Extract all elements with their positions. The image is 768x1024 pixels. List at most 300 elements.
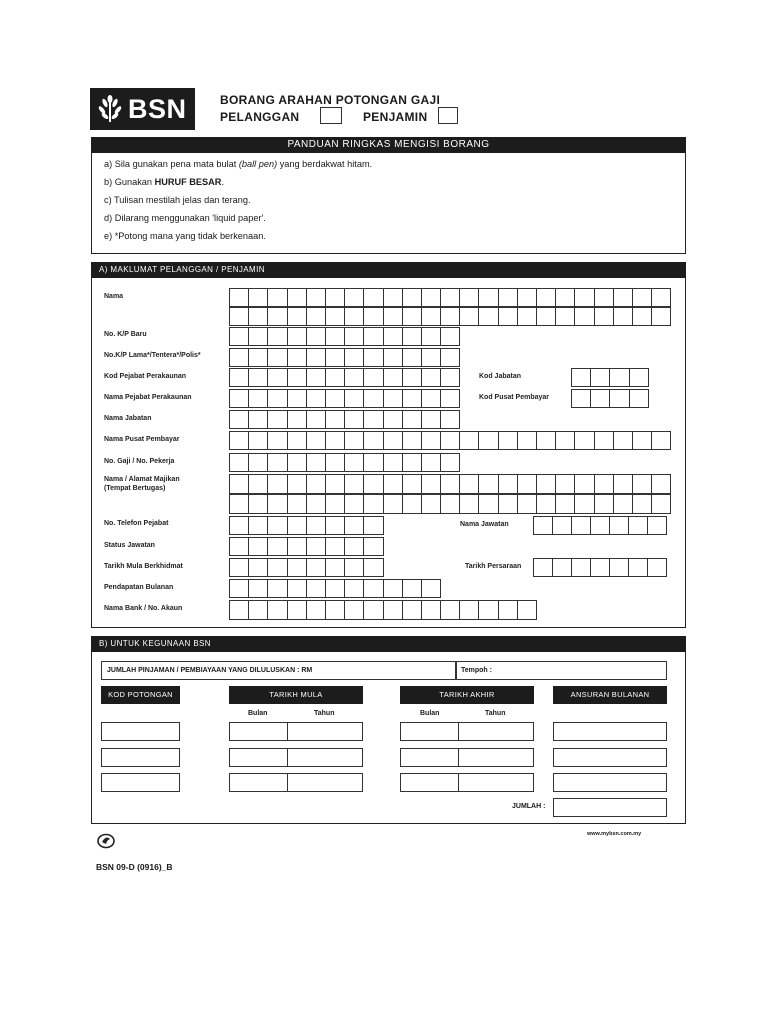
grid-cell[interactable]	[268, 410, 287, 429]
grid-cell[interactable]	[230, 453, 249, 472]
grid-cell[interactable]	[422, 327, 441, 346]
ansuran-input[interactable]	[553, 722, 667, 741]
kod-jabatan-grid[interactable]	[571, 368, 649, 387]
grid-cell[interactable]	[629, 558, 648, 577]
grid-cell[interactable]	[364, 307, 383, 326]
grid-cell[interactable]	[364, 389, 383, 408]
grid-cell[interactable]	[403, 453, 422, 472]
kod-potongan-input[interactable]	[101, 748, 180, 767]
grid-cell[interactable]	[422, 307, 441, 326]
grid-cell[interactable]	[364, 431, 383, 450]
grid-cell[interactable]	[345, 288, 364, 307]
grid-cell[interactable]	[326, 600, 345, 620]
grid-cell[interactable]	[479, 431, 498, 450]
grid-cell[interactable]	[648, 558, 667, 577]
ansuran-input[interactable]	[553, 748, 667, 767]
grid-cell[interactable]	[364, 327, 383, 346]
grid-cell[interactable]	[499, 600, 518, 620]
mula-tahun-label: Tahun	[314, 710, 335, 717]
grid-cell[interactable]	[307, 600, 326, 620]
grid-cell[interactable]	[460, 431, 479, 450]
tarikh-akhir-input[interactable]	[400, 748, 534, 767]
grid-cell[interactable]	[249, 368, 268, 387]
jumlah-input[interactable]	[553, 798, 667, 817]
grid-cell[interactable]	[364, 288, 383, 307]
grid-cell[interactable]	[572, 368, 591, 387]
grid-cell[interactable]	[268, 537, 287, 556]
grid-cell[interactable]	[384, 431, 403, 450]
grid-cell[interactable]	[307, 288, 326, 307]
grid-cell[interactable]	[403, 368, 422, 387]
grid-cell[interactable]	[441, 453, 460, 472]
nama-jabatan-grid[interactable]	[229, 410, 460, 429]
grid-cell[interactable]	[652, 474, 671, 494]
grid-cell[interactable]	[403, 494, 422, 514]
grid-cell[interactable]	[268, 288, 287, 307]
grid-cell[interactable]	[345, 579, 364, 598]
grid-cell[interactable]	[441, 431, 460, 450]
grid-cell[interactable]	[518, 288, 537, 307]
grid-cell[interactable]	[572, 558, 591, 577]
grid-cell[interactable]	[460, 474, 479, 494]
ansuran-input[interactable]	[553, 773, 667, 792]
grid-cell[interactable]	[384, 327, 403, 346]
grid-cell[interactable]	[326, 558, 345, 577]
grid-cell[interactable]	[326, 537, 345, 556]
grid-cell[interactable]	[595, 307, 614, 326]
grid-cell[interactable]	[460, 307, 479, 326]
grid-cell[interactable]	[441, 389, 460, 408]
nama-grid-row2[interactable]	[229, 307, 671, 326]
grid-cell[interactable]	[345, 368, 364, 387]
grid-cell[interactable]	[556, 474, 575, 494]
grid-cell[interactable]	[384, 410, 403, 429]
kod-potongan-input[interactable]	[101, 722, 180, 741]
grid-cell[interactable]	[652, 494, 671, 514]
alamat-grid-row2[interactable]	[229, 494, 671, 514]
grid-cell[interactable]	[288, 327, 307, 346]
grid-cell[interactable]	[384, 389, 403, 408]
bank-grid[interactable]	[229, 600, 537, 620]
grid-cell[interactable]	[345, 348, 364, 367]
grid-cell[interactable]	[268, 600, 287, 620]
grid-cell[interactable]	[610, 558, 629, 577]
grid-cell[interactable]	[422, 579, 441, 598]
grid-cell[interactable]	[307, 453, 326, 472]
grid-cell[interactable]	[614, 288, 633, 307]
grid-cell[interactable]	[537, 307, 556, 326]
grid-cell[interactable]	[288, 579, 307, 598]
grid-cell[interactable]	[556, 431, 575, 450]
grid-cell[interactable]	[591, 558, 610, 577]
grid-cell[interactable]	[288, 368, 307, 387]
grid-cell[interactable]	[345, 327, 364, 346]
grid-cell[interactable]	[345, 516, 364, 535]
grid-cell[interactable]	[230, 579, 249, 598]
grid-cell[interactable]	[499, 474, 518, 494]
grid-cell[interactable]	[307, 368, 326, 387]
grid-cell[interactable]	[403, 307, 422, 326]
grid-cell[interactable]	[230, 288, 249, 307]
kp-lama-grid[interactable]	[229, 348, 460, 367]
grid-cell[interactable]	[268, 453, 287, 472]
grid-cell[interactable]	[595, 431, 614, 450]
grid-cell[interactable]	[441, 307, 460, 326]
customer-checkbox[interactable]	[320, 107, 342, 124]
grid-cell[interactable]	[499, 431, 518, 450]
grid-cell[interactable]	[268, 307, 287, 326]
grid-cell[interactable]	[288, 389, 307, 408]
grid-cell[interactable]	[307, 307, 326, 326]
grid-cell[interactable]	[572, 389, 591, 408]
grid-cell[interactable]	[441, 410, 460, 429]
grid-cell[interactable]	[249, 600, 268, 620]
grid-cell[interactable]	[403, 389, 422, 408]
grid-cell[interactable]	[249, 327, 268, 346]
grid-cell[interactable]	[633, 431, 652, 450]
grid-cell[interactable]	[249, 307, 268, 326]
nama-grid-row1[interactable]	[229, 288, 671, 307]
grid-cell[interactable]	[249, 431, 268, 450]
grid-cell[interactable]	[422, 474, 441, 494]
grid-cell[interactable]	[610, 516, 629, 535]
grid-cell[interactable]	[326, 579, 345, 598]
grid-cell[interactable]	[537, 474, 556, 494]
pendapatan-grid[interactable]	[229, 579, 441, 598]
grid-cell[interactable]	[268, 494, 287, 514]
tarikh-mula-input[interactable]	[229, 748, 363, 767]
grid-cell[interactable]	[288, 288, 307, 307]
grid-cell[interactable]	[288, 307, 307, 326]
grid-cell[interactable]	[422, 431, 441, 450]
grid-cell[interactable]	[591, 389, 610, 408]
nama-pusat-grid[interactable]	[229, 431, 671, 450]
tarikh-mula-grid[interactable]	[229, 558, 384, 577]
grid-cell[interactable]	[230, 410, 249, 429]
tarikh-akhir-input[interactable]	[400, 773, 534, 792]
grid-cell[interactable]	[326, 453, 345, 472]
grid-cell[interactable]	[556, 494, 575, 514]
grid-cell[interactable]	[537, 288, 556, 307]
telefon-grid[interactable]	[229, 516, 384, 535]
grid-cell[interactable]	[630, 389, 649, 408]
grid-cell[interactable]	[268, 327, 287, 346]
grid-cell[interactable]	[249, 389, 268, 408]
grid-cell[interactable]	[249, 288, 268, 307]
grid-cell[interactable]	[537, 494, 556, 514]
grid-cell[interactable]	[230, 537, 249, 556]
grid-cell[interactable]	[307, 558, 326, 577]
grid-cell[interactable]	[307, 516, 326, 535]
grid-cell[interactable]	[326, 410, 345, 429]
grid-cell[interactable]	[326, 389, 345, 408]
grid-cell[interactable]	[591, 368, 610, 387]
grid-cell[interactable]	[364, 494, 383, 514]
grid-cell[interactable]	[441, 600, 460, 620]
grid-cell[interactable]	[534, 516, 553, 535]
grid-cell[interactable]	[288, 474, 307, 494]
grid-cell[interactable]	[422, 348, 441, 367]
grid-cell[interactable]	[230, 558, 249, 577]
grid-cell[interactable]	[268, 579, 287, 598]
grid-cell[interactable]	[345, 494, 364, 514]
grid-cell[interactable]	[633, 307, 652, 326]
grid-cell[interactable]	[288, 453, 307, 472]
grid-cell[interactable]	[345, 537, 364, 556]
grid-cell[interactable]	[326, 431, 345, 450]
grid-cell[interactable]	[230, 494, 249, 514]
grid-cell[interactable]	[249, 453, 268, 472]
grid-cell[interactable]	[326, 494, 345, 514]
grid-cell[interactable]	[403, 327, 422, 346]
grid-cell[interactable]	[364, 368, 383, 387]
grid-cell[interactable]	[572, 516, 591, 535]
grid-cell[interactable]	[556, 307, 575, 326]
grid-cell[interactable]	[499, 288, 518, 307]
grid-cell[interactable]	[249, 474, 268, 494]
grid-cell[interactable]	[460, 494, 479, 514]
grid-cell[interactable]	[553, 558, 572, 577]
grid-cell[interactable]	[307, 537, 326, 556]
kod-potongan-input[interactable]	[101, 773, 180, 792]
grid-cell[interactable]	[575, 494, 594, 514]
grid-cell[interactable]	[307, 579, 326, 598]
grid-cell[interactable]	[345, 474, 364, 494]
grid-cell[interactable]	[384, 453, 403, 472]
grid-cell[interactable]	[307, 494, 326, 514]
grid-cell[interactable]	[288, 558, 307, 577]
grid-cell[interactable]	[479, 600, 498, 620]
grid-cell[interactable]	[230, 307, 249, 326]
grid-cell[interactable]	[384, 348, 403, 367]
grid-cell[interactable]	[326, 307, 345, 326]
grid-cell[interactable]	[595, 288, 614, 307]
kod-pusat-grid[interactable]	[571, 389, 649, 408]
grid-cell[interactable]	[479, 494, 498, 514]
grid-cell[interactable]	[479, 288, 498, 307]
grid-cell[interactable]	[288, 516, 307, 535]
grid-cell[interactable]	[403, 288, 422, 307]
grid-cell[interactable]	[384, 307, 403, 326]
grid-cell[interactable]	[307, 431, 326, 450]
grid-cell[interactable]	[268, 389, 287, 408]
grid-cell[interactable]	[403, 410, 422, 429]
grid-cell[interactable]	[326, 474, 345, 494]
grid-cell[interactable]	[268, 368, 287, 387]
grid-cell[interactable]	[403, 600, 422, 620]
grid-cell[interactable]	[441, 348, 460, 367]
grid-cell[interactable]	[345, 600, 364, 620]
grid-cell[interactable]	[364, 579, 383, 598]
grid-cell[interactable]	[326, 288, 345, 307]
grid-cell[interactable]	[575, 307, 594, 326]
grid-cell[interactable]	[288, 410, 307, 429]
grid-cell[interactable]	[288, 600, 307, 620]
tempoh-field[interactable]	[456, 661, 667, 680]
grid-cell[interactable]	[384, 288, 403, 307]
grid-cell[interactable]	[249, 516, 268, 535]
grid-cell[interactable]	[633, 494, 652, 514]
grid-cell[interactable]	[422, 368, 441, 387]
grid-cell[interactable]	[268, 348, 287, 367]
grid-cell[interactable]	[288, 537, 307, 556]
kod-pejabat-grid[interactable]	[229, 368, 460, 387]
grid-cell[interactable]	[230, 389, 249, 408]
grid-cell[interactable]	[534, 558, 553, 577]
grid-cell[interactable]	[384, 474, 403, 494]
grid-cell[interactable]	[230, 516, 249, 535]
grid-cell[interactable]	[384, 600, 403, 620]
nama-pejabat-grid[interactable]	[229, 389, 460, 408]
grid-cell[interactable]	[479, 307, 498, 326]
kp-baru-grid[interactable]	[229, 327, 460, 346]
grid-cell[interactable]	[633, 288, 652, 307]
grid-cell[interactable]	[230, 600, 249, 620]
grid-cell[interactable]	[230, 431, 249, 450]
label-kp-baru: No. K/P Baru	[104, 331, 147, 338]
alamat-grid-row1[interactable]	[229, 474, 671, 494]
tarikh-mula-input[interactable]	[229, 722, 363, 741]
grid-cell[interactable]	[288, 494, 307, 514]
grid-cell[interactable]	[629, 516, 648, 535]
grid-cell[interactable]	[630, 368, 649, 387]
grid-cell[interactable]	[575, 431, 594, 450]
grid-cell[interactable]	[307, 474, 326, 494]
grid-cell[interactable]	[591, 516, 610, 535]
grid-cell[interactable]	[652, 431, 671, 450]
grid-cell[interactable]	[364, 558, 383, 577]
grid-cell[interactable]	[518, 474, 537, 494]
grid-cell[interactable]	[553, 516, 572, 535]
grid-cell[interactable]	[364, 537, 383, 556]
grid-cell[interactable]	[652, 288, 671, 307]
tarikh-akhir-input[interactable]	[400, 722, 534, 741]
grid-cell[interactable]	[614, 431, 633, 450]
grid-cell[interactable]	[249, 537, 268, 556]
grid-cell[interactable]	[326, 348, 345, 367]
status-grid[interactable]	[229, 537, 384, 556]
grid-cell[interactable]	[268, 474, 287, 494]
grid-cell[interactable]	[499, 494, 518, 514]
grid-cell[interactable]	[249, 558, 268, 577]
grid-cell[interactable]	[595, 494, 614, 514]
grid-cell[interactable]	[249, 579, 268, 598]
grid-cell[interactable]	[518, 494, 537, 514]
grid-cell[interactable]	[345, 410, 364, 429]
grid-cell[interactable]	[345, 307, 364, 326]
grid-cell[interactable]	[422, 410, 441, 429]
grid-cell[interactable]	[518, 600, 537, 620]
grid-cell[interactable]	[537, 431, 556, 450]
grid-cell[interactable]	[364, 474, 383, 494]
grid-cell[interactable]	[230, 327, 249, 346]
grid-cell[interactable]	[364, 453, 383, 472]
no-gaji-grid[interactable]	[229, 453, 460, 472]
grid-cell[interactable]	[384, 494, 403, 514]
grid-cell[interactable]	[422, 288, 441, 307]
grid-cell[interactable]	[403, 579, 422, 598]
grid-cell[interactable]	[422, 389, 441, 408]
guarantor-checkbox[interactable]	[438, 107, 458, 124]
tarikh-mula-input[interactable]	[229, 773, 363, 792]
grid-cell[interactable]	[288, 431, 307, 450]
grid-cell[interactable]	[422, 494, 441, 514]
grid-cell[interactable]	[403, 431, 422, 450]
grid-cell[interactable]	[460, 288, 479, 307]
grid-cell[interactable]	[268, 558, 287, 577]
grid-cell[interactable]	[652, 307, 671, 326]
grid-cell[interactable]	[307, 389, 326, 408]
grid-cell[interactable]	[441, 494, 460, 514]
grid-cell[interactable]	[384, 368, 403, 387]
grid-cell[interactable]	[441, 474, 460, 494]
jawatan-grid[interactable]	[533, 516, 667, 535]
grid-cell[interactable]	[422, 453, 441, 472]
grid-cell[interactable]	[345, 431, 364, 450]
grid-cell[interactable]	[479, 474, 498, 494]
grid-cell[interactable]	[614, 307, 633, 326]
grid-cell[interactable]	[345, 453, 364, 472]
grid-cell[interactable]	[441, 368, 460, 387]
grid-cell[interactable]	[610, 368, 629, 387]
grid-cell[interactable]	[307, 348, 326, 367]
label-telefon: No. Telefon Pejabat	[104, 520, 169, 527]
grid-cell[interactable]	[518, 431, 537, 450]
grid-cell[interactable]	[633, 474, 652, 494]
grid-cell[interactable]	[575, 288, 594, 307]
grid-cell[interactable]	[441, 327, 460, 346]
tarikh-persaraan-grid[interactable]	[533, 558, 667, 577]
grid-cell[interactable]	[288, 348, 307, 367]
grid-cell[interactable]	[230, 368, 249, 387]
grid-cell[interactable]	[364, 600, 383, 620]
grid-cell[interactable]	[249, 494, 268, 514]
grid-cell[interactable]	[249, 410, 268, 429]
grid-cell[interactable]	[403, 348, 422, 367]
grid-cell[interactable]	[230, 348, 249, 367]
jumlah-pinjaman-field[interactable]	[101, 661, 456, 680]
grid-cell[interactable]	[614, 474, 633, 494]
grid-cell[interactable]	[364, 410, 383, 429]
grid-cell[interactable]	[499, 307, 518, 326]
grid-cell[interactable]	[648, 516, 667, 535]
grid-cell[interactable]	[441, 288, 460, 307]
grid-cell[interactable]	[575, 474, 594, 494]
grid-cell[interactable]	[268, 516, 287, 535]
grid-cell[interactable]	[518, 307, 537, 326]
grid-cell[interactable]	[364, 516, 383, 535]
grid-cell[interactable]	[326, 327, 345, 346]
grid-cell[interactable]	[326, 368, 345, 387]
grid-cell[interactable]	[384, 579, 403, 598]
grid-cell[interactable]	[614, 494, 633, 514]
grid-cell[interactable]	[345, 558, 364, 577]
grid-cell[interactable]	[556, 288, 575, 307]
grid-cell[interactable]	[268, 431, 287, 450]
grid-cell[interactable]	[307, 327, 326, 346]
grid-cell[interactable]	[422, 600, 441, 620]
grid-cell[interactable]	[249, 348, 268, 367]
grid-cell[interactable]	[460, 600, 479, 620]
grid-cell[interactable]	[345, 389, 364, 408]
grid-cell[interactable]	[326, 516, 345, 535]
grid-cell[interactable]	[403, 474, 422, 494]
grid-cell[interactable]	[307, 410, 326, 429]
grid-cell[interactable]	[595, 474, 614, 494]
grid-cell[interactable]	[364, 348, 383, 367]
grid-cell[interactable]	[610, 389, 629, 408]
grid-cell[interactable]	[230, 474, 249, 494]
